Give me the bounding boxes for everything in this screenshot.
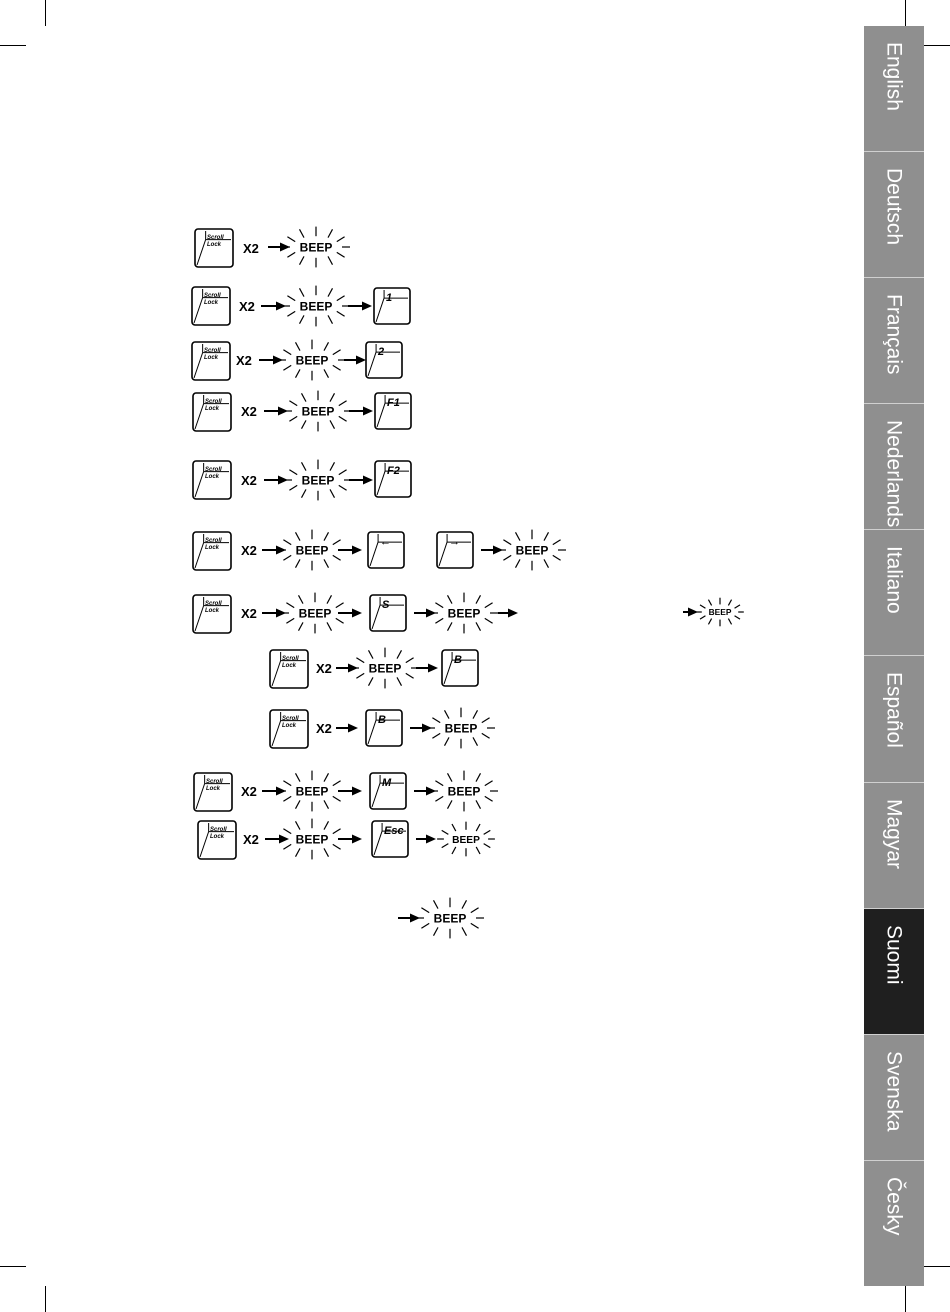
- tab-label: Česky: [882, 1176, 906, 1236]
- svg-text:X2: X2: [316, 661, 332, 676]
- svg-text:Lock: Lock: [204, 300, 219, 306]
- beep-icon: [427, 708, 495, 749]
- scroll-lock-key[interactable]: [194, 773, 232, 811]
- svg-text:X2: X2: [241, 543, 257, 558]
- svg-text:BEEP: BEEP: [444, 721, 478, 736]
- beep-icon: [284, 460, 352, 501]
- svg-text:Scroll: Scroll: [204, 348, 221, 354]
- scroll-lock-key[interactable]: [195, 229, 233, 267]
- svg-text:F2: F2: [387, 465, 400, 477]
- svg-text:Scroll: Scroll: [282, 656, 299, 662]
- times-two-label: [316, 721, 332, 736]
- key-right-arrow[interactable]: [437, 532, 473, 568]
- key-f1[interactable]: [375, 393, 411, 429]
- arrow-right-icon: [498, 609, 518, 618]
- svg-text:Scroll: Scroll: [205, 601, 222, 607]
- tab-espanol[interactable]: [864, 656, 924, 782]
- svg-text:Scroll: Scroll: [206, 779, 223, 785]
- times-two-label: [241, 606, 257, 621]
- arrow-right-icon: [416, 835, 436, 844]
- tab-italiano[interactable]: [864, 530, 924, 656]
- svg-text:Scroll: Scroll: [205, 538, 222, 544]
- svg-text:Lock: Lock: [210, 834, 225, 840]
- svg-text:Scroll: Scroll: [207, 235, 224, 241]
- crop-mark: [905, 1286, 906, 1312]
- svg-text:X2: X2: [236, 353, 252, 368]
- svg-text:Lock: Lock: [205, 608, 220, 614]
- scroll-lock-key[interactable]: [193, 461, 231, 499]
- svg-text:Scroll: Scroll: [282, 716, 299, 722]
- svg-text:1: 1: [386, 292, 393, 304]
- svg-text:BEEP: BEEP: [447, 784, 481, 799]
- times-two-label: [239, 299, 255, 314]
- arrow-right-icon: [338, 787, 362, 796]
- svg-text:BEEP: BEEP: [515, 543, 549, 558]
- svg-text:X2: X2: [241, 606, 257, 621]
- key-1[interactable]: [374, 288, 410, 324]
- svg-text:BEEP: BEEP: [299, 240, 333, 255]
- svg-text:Esc: Esc: [384, 825, 404, 837]
- svg-text:2: 2: [378, 346, 385, 358]
- tab-label: Italiano: [882, 546, 906, 615]
- svg-text:B: B: [454, 654, 462, 666]
- svg-text:Scroll: Scroll: [205, 399, 222, 405]
- svg-text:X2: X2: [241, 784, 257, 799]
- beep-icon: [430, 593, 498, 634]
- svg-text:BEEP: BEEP: [298, 606, 332, 621]
- tab-label: Nederlands: [882, 420, 906, 528]
- svg-text:Lock: Lock: [204, 355, 219, 361]
- svg-text:Lock: Lock: [282, 663, 297, 669]
- svg-text:BEEP: BEEP: [433, 911, 467, 926]
- tab-english[interactable]: [864, 26, 924, 152]
- svg-text:X2: X2: [239, 299, 255, 314]
- beep-icon: [430, 771, 498, 812]
- key-b[interactable]: [442, 650, 478, 686]
- tab-magyar[interactable]: [864, 783, 924, 909]
- arrow-right-icon: [338, 835, 362, 844]
- scroll-lock-key[interactable]: [270, 710, 308, 748]
- svg-text:BEEP: BEEP: [301, 404, 335, 419]
- arrow-right-icon: [416, 664, 438, 673]
- beep-icon: [284, 391, 352, 432]
- arrow-right-icon: [338, 609, 362, 618]
- arrow-right-icon: [349, 407, 373, 416]
- tab-label: Français: [882, 294, 906, 375]
- svg-text:BEEP: BEEP: [368, 661, 402, 676]
- svg-text:X2: X2: [241, 473, 257, 488]
- scroll-lock-key[interactable]: [198, 821, 236, 859]
- tab-svenska[interactable]: [864, 1035, 924, 1161]
- scroll-lock-key[interactable]: [270, 650, 308, 688]
- svg-text:F1: F1: [387, 397, 400, 409]
- svg-text:Lock: Lock: [282, 723, 297, 729]
- tab-suomi[interactable]: [864, 909, 924, 1035]
- beep-icon: [282, 227, 350, 268]
- tab-label: English: [882, 42, 906, 111]
- svg-text:M: M: [382, 777, 392, 789]
- scroll-lock-key[interactable]: [193, 595, 231, 633]
- beep-icon: [498, 530, 566, 571]
- times-two-label: [316, 661, 332, 676]
- beep-icon: [351, 648, 419, 689]
- svg-text:Lock: Lock: [206, 786, 221, 792]
- beep-icon: [278, 771, 346, 812]
- times-two-label: [241, 784, 257, 799]
- svg-text:Lock: Lock: [205, 474, 220, 480]
- tab-francais[interactable]: [864, 278, 924, 404]
- arrow-right-icon: [348, 302, 372, 311]
- svg-text:X2: X2: [316, 721, 332, 736]
- beep-icon: [416, 898, 484, 939]
- svg-text:BEEP: BEEP: [295, 353, 329, 368]
- beep-icon: [282, 286, 350, 327]
- times-two-label: [243, 832, 259, 847]
- svg-text:BEEP: BEEP: [295, 784, 329, 799]
- key-m[interactable]: [370, 773, 406, 809]
- svg-text:X2: X2: [243, 241, 259, 256]
- key-s[interactable]: [370, 595, 406, 631]
- key-f2[interactable]: [375, 461, 411, 497]
- tab-label: Svenska: [882, 1050, 906, 1132]
- svg-text:Scroll: Scroll: [210, 827, 227, 833]
- arrow-right-icon: [683, 608, 698, 617]
- scroll-lock-key[interactable]: [193, 393, 231, 431]
- times-two-label: [241, 473, 257, 488]
- beep-icon: [696, 598, 744, 627]
- language-tabs: [864, 26, 924, 1286]
- tab-label: Deutsch: [882, 168, 906, 246]
- times-two-label: [241, 543, 257, 558]
- scroll-lock-key[interactable]: [193, 532, 231, 570]
- times-two-label: [236, 353, 252, 368]
- svg-text:Lock: Lock: [205, 545, 220, 551]
- svg-text:BEEP: BEEP: [301, 473, 335, 488]
- key-left-arrow[interactable]: [368, 532, 404, 568]
- svg-text:→: →: [449, 536, 460, 548]
- times-two-label: [241, 404, 257, 419]
- svg-text:←: ←: [380, 536, 391, 548]
- tab-cesky[interactable]: [864, 1161, 924, 1286]
- tab-label: Magyar: [882, 798, 906, 869]
- svg-text:X2: X2: [241, 404, 257, 419]
- key-b[interactable]: [366, 710, 402, 746]
- tab-label: Suomi: [882, 924, 906, 985]
- tab-label: Español: [882, 672, 906, 749]
- svg-text:Scroll: Scroll: [205, 467, 222, 473]
- svg-text:Scroll: Scroll: [204, 293, 221, 299]
- arrow-right-icon: [344, 356, 366, 365]
- svg-text:Lock: Lock: [207, 242, 222, 248]
- tab-nederlands[interactable]: [864, 404, 924, 530]
- svg-text:BEEP: BEEP: [447, 606, 481, 621]
- svg-text:BEEP: BEEP: [708, 607, 732, 618]
- beep-icon: [278, 530, 346, 571]
- svg-text:BEEP: BEEP: [295, 543, 329, 558]
- svg-text:BEEP: BEEP: [452, 834, 480, 846]
- svg-text:B: B: [378, 714, 386, 726]
- arrow-right-icon: [336, 724, 358, 733]
- svg-text:BEEP: BEEP: [299, 299, 333, 314]
- times-two-label: [243, 241, 259, 256]
- svg-text:Lock: Lock: [205, 406, 220, 412]
- crop-mark: [924, 1266, 950, 1267]
- key-2[interactable]: [366, 342, 402, 378]
- key-esc[interactable]: [372, 821, 408, 857]
- arrow-right-icon: [349, 476, 373, 485]
- beep-icon: [437, 822, 495, 857]
- crop-mark: [924, 45, 950, 46]
- svg-text:X2: X2: [243, 832, 259, 847]
- arrow-right-icon: [338, 546, 362, 555]
- scroll-lock-key[interactable]: [192, 287, 230, 325]
- svg-text:S: S: [382, 599, 390, 611]
- beep-icon: [278, 340, 346, 381]
- crop-mark: [905, 0, 906, 26]
- scroll-lock-key[interactable]: [192, 342, 230, 380]
- svg-text:BEEP: BEEP: [295, 832, 329, 847]
- tab-deutsch[interactable]: [864, 152, 924, 278]
